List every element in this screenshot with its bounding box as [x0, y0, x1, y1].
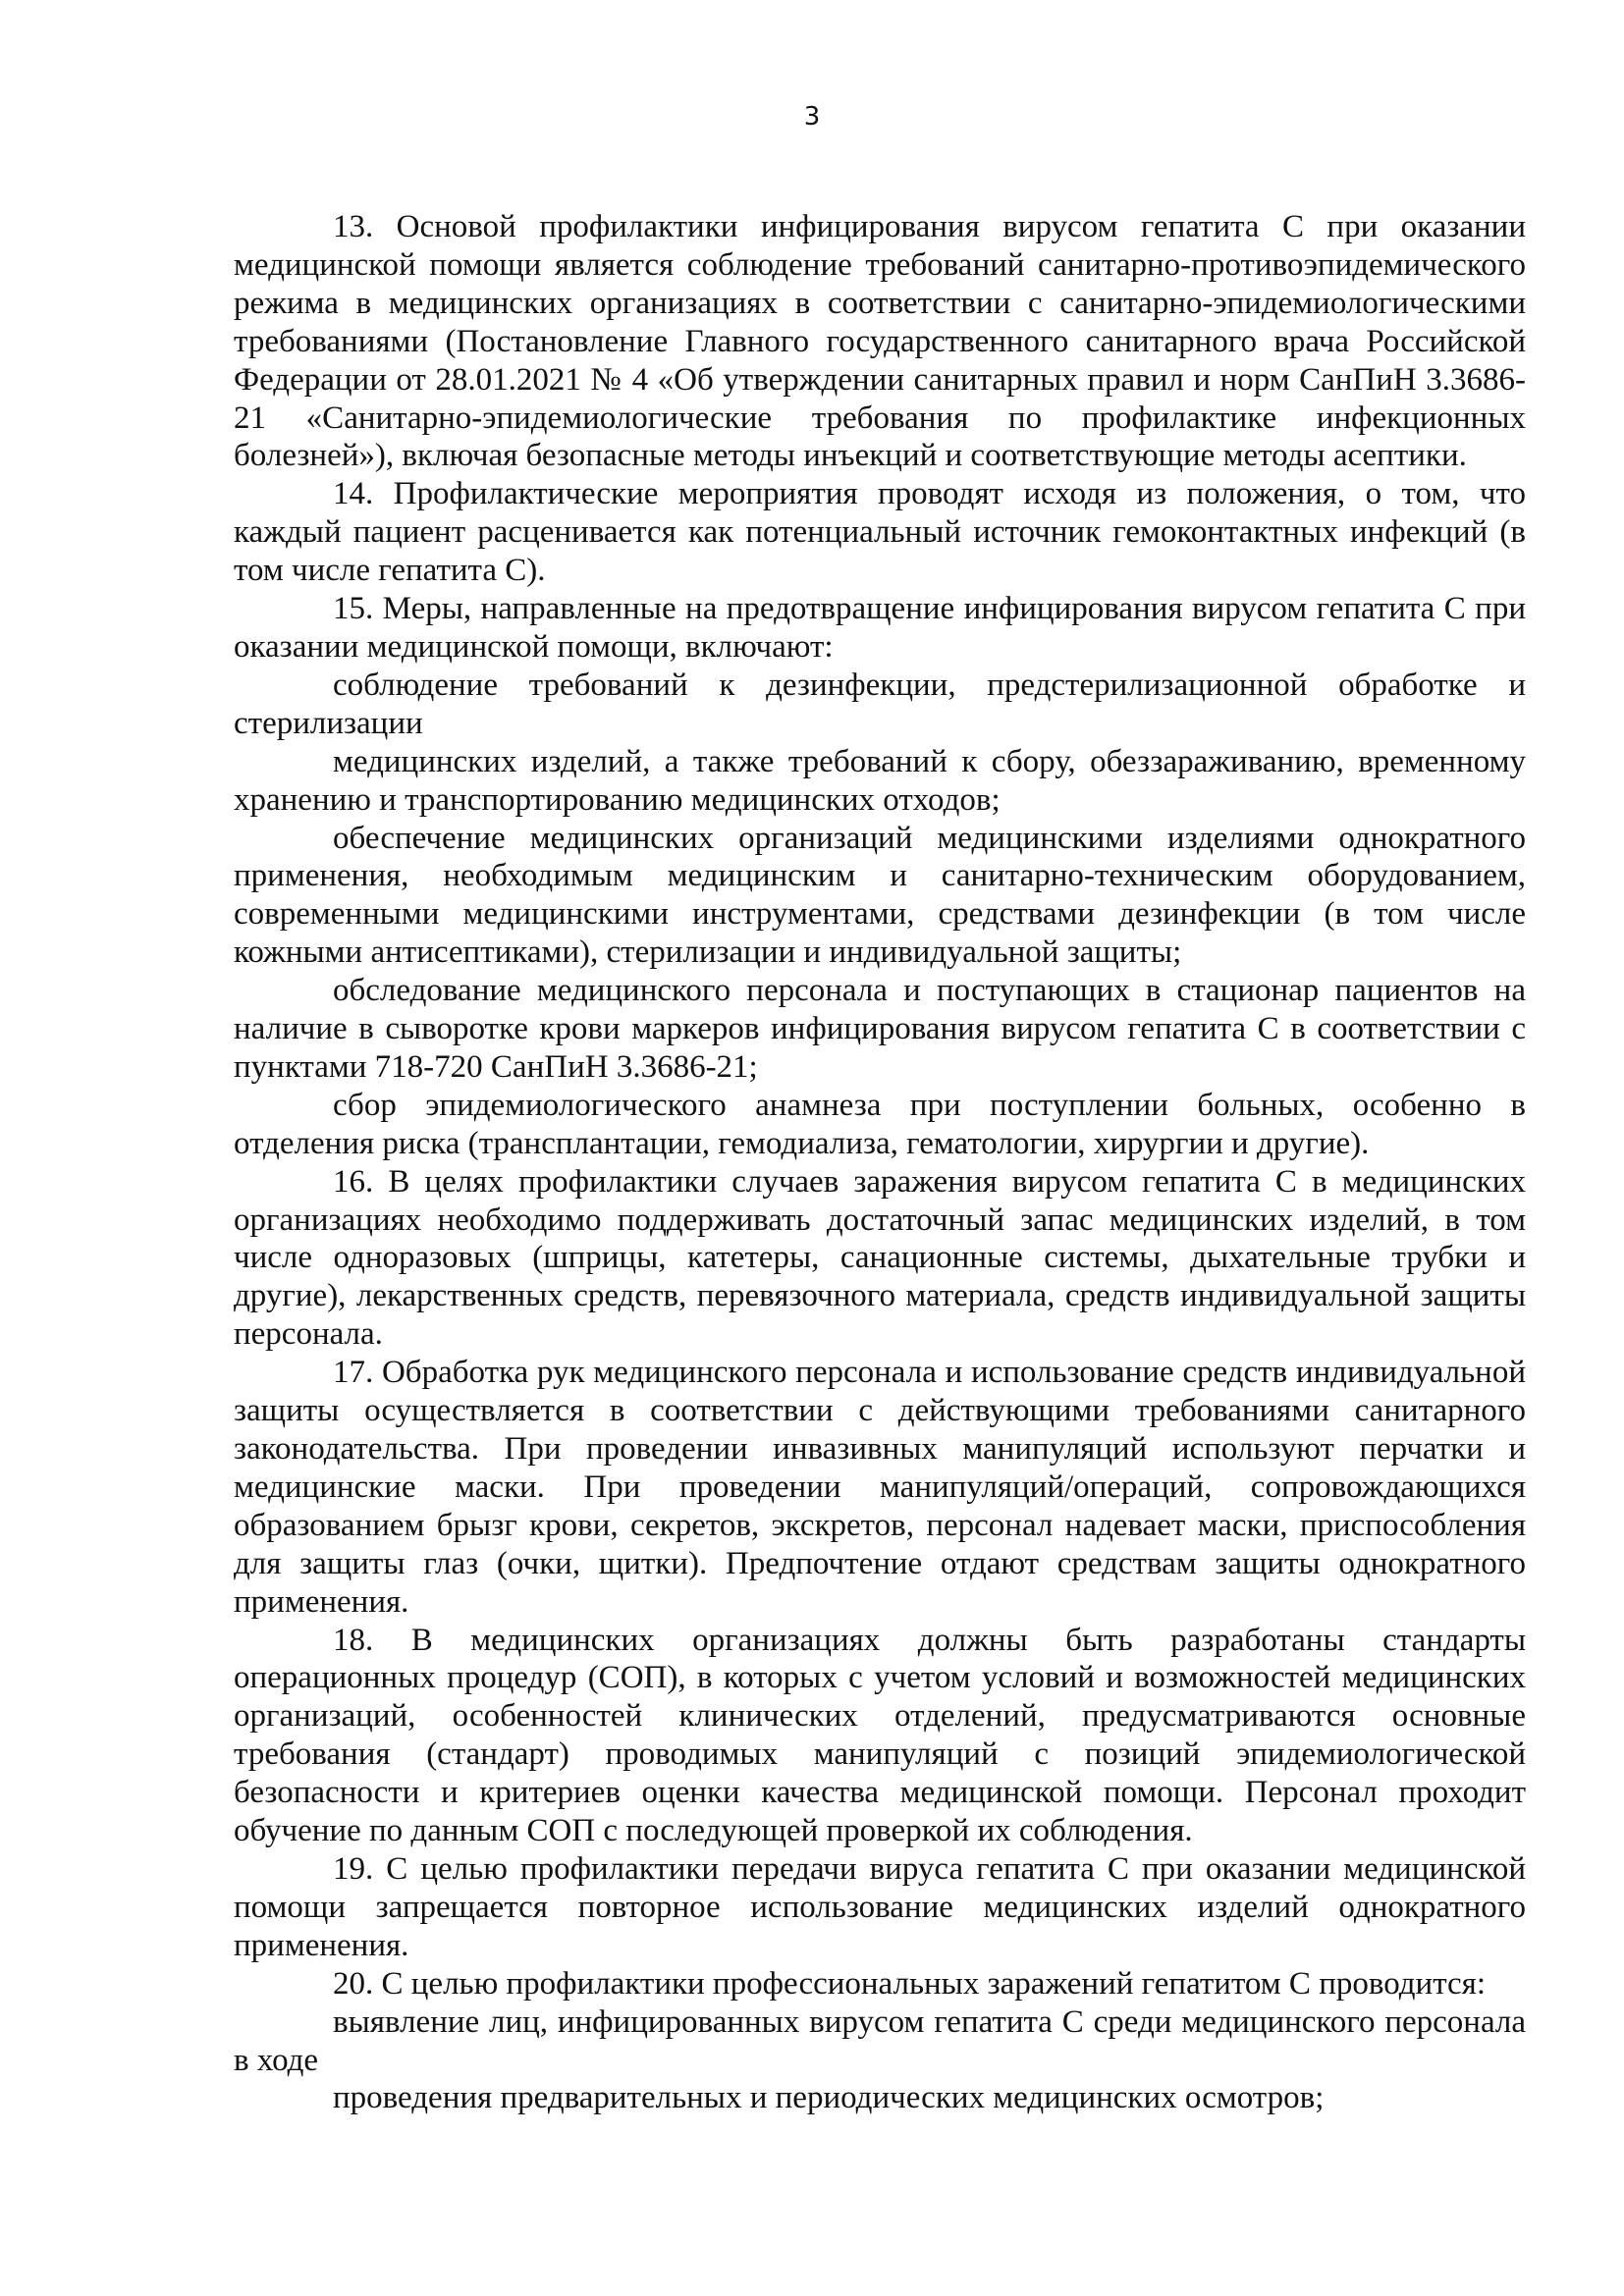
- document-body: [234, 208, 1526, 2117]
- paragraph-19: 19. С целью профилактики передачи вируса гепатита С при оказании медицинской помощи запрещается повторное использование медицинских изделий однократного применения.: [234, 1850, 1526, 1963]
- paragraph-14: 14. Профилактические мероприятия проводят исходя из положения, о том, что каждый пациент расценивается как потенциальный источник гемоконтактных инфекций (в том числе гепатита С).: [234, 476, 1526, 589]
- list-item-medical-exams: проведения предварительных и периодических медицинских осмотров;: [333, 2080, 1325, 2116]
- paragraph-20: 20. С целью профилактики профессиональных заражений гепатитом С проводится:: [333, 1965, 1487, 2002]
- paragraph-15: 15. Меры, направленные на предотвращение инфицирования вирусом гепатита С при оказании медицинской помощи, включают:: [234, 591, 1526, 665]
- list-item-anamnesis: сбор эпидемиологического анамнеза при поступлении больных, особенно в отделения риска (трансплантации, гемодиализа, гематологии, хирургии и другие).: [234, 1087, 1526, 1161]
- list-item-medical-waste: медицинских изделий, а также требований к сбору, обеззараживанию, временному хранению и транспортированию медицинских отходов;: [234, 743, 1526, 818]
- list-item-staff-detection: выявление лиц, инфицированных вирусом гепатита С среди медицинского персонала в ходе: [234, 2003, 1526, 2078]
- paragraph-18: 18. В медицинских организациях должны быть разработаны стандарты операционных процедур (СОП), в которых с учетом условий и возможностей медицинских организаций, особенностей клинических отделений, предусматриваются основные требования (стандарт) проводимых манипуляций с позиций эпидемиологической безопасности и критериев оценки качества медицинской помощи. Персонал проходит обучение по данным СОП с последующей проверкой их соблюдения.: [234, 1622, 1526, 1849]
- paragraph-17: 17. Обработка рук медицинского персонала и использование средств индивидуальной защиты осуществляется в соответствии с действующими требованиями санитарного законодательства. При проведении инвазивных манипуляций используют перчатки и медицинские маски. При проведении манипуляций/операций, сопровождающихся образованием брызг крови, секретов, экскретов, персонал надевает маски, приспособления для защиты глаз (очки, щитки). Предпочтение отдают средствам защиты однократного применения.: [234, 1355, 1526, 1620]
- list-item-disinfection: соблюдение требований к дезинфекции, предстерилизационной обработке и стерилизации: [234, 667, 1526, 741]
- paragraph-16: 16. В целях профилактики случаев заражения вирусом гепатита С в медицинских организациях необходимо поддерживать достаточный запас медицинских изделий, в том числе одноразовых (шприцы, катетеры, санационные системы, дыхательные трубки и другие), лекарственных средств, перевязочного материала, средств индивидуальной защиты персонала.: [234, 1163, 1526, 1353]
- list-item-supply: обеспечение медицинских организаций медицинскими изделиями однократного применения, необходимым медицинским и санитарно-техническим оборудованием, современными медицинскими инструментами, средствами дезинфекции (в том числе кожными антисептиками), стерилизации и индивидуальной защиты;: [234, 820, 1526, 971]
- list-item-screening: обследование медицинского персонала и поступающих в стационар пациентов на наличие в сыворотке крови маркеров инфицирования вирусом гепатита С в соответствии с пунктами 718-720 СанПиН 3.3686-21;: [234, 973, 1526, 1085]
- page-number: 3: [803, 102, 821, 132]
- paragraph-13: 13. Основой профилактики инфицирования вирусом гепатита С при оказании медицинской помощи является соблюдение требований санитарно-противоэпидемического режима в медицинских организациях в соответствии с санитарно-эпидемиологическими требованиями (Постановление Главного государственного санитарного врача Российской Федерации от 28.01.2021 № 4 «Об утверждении санитарных правил и норм СанПиН 3.3686-21 «Санитарно-эпидемиологические требования по профилактике инфекционных болезней»), включая безопасные методы инъекций и соответствующие методы асептики.: [234, 209, 1526, 474]
